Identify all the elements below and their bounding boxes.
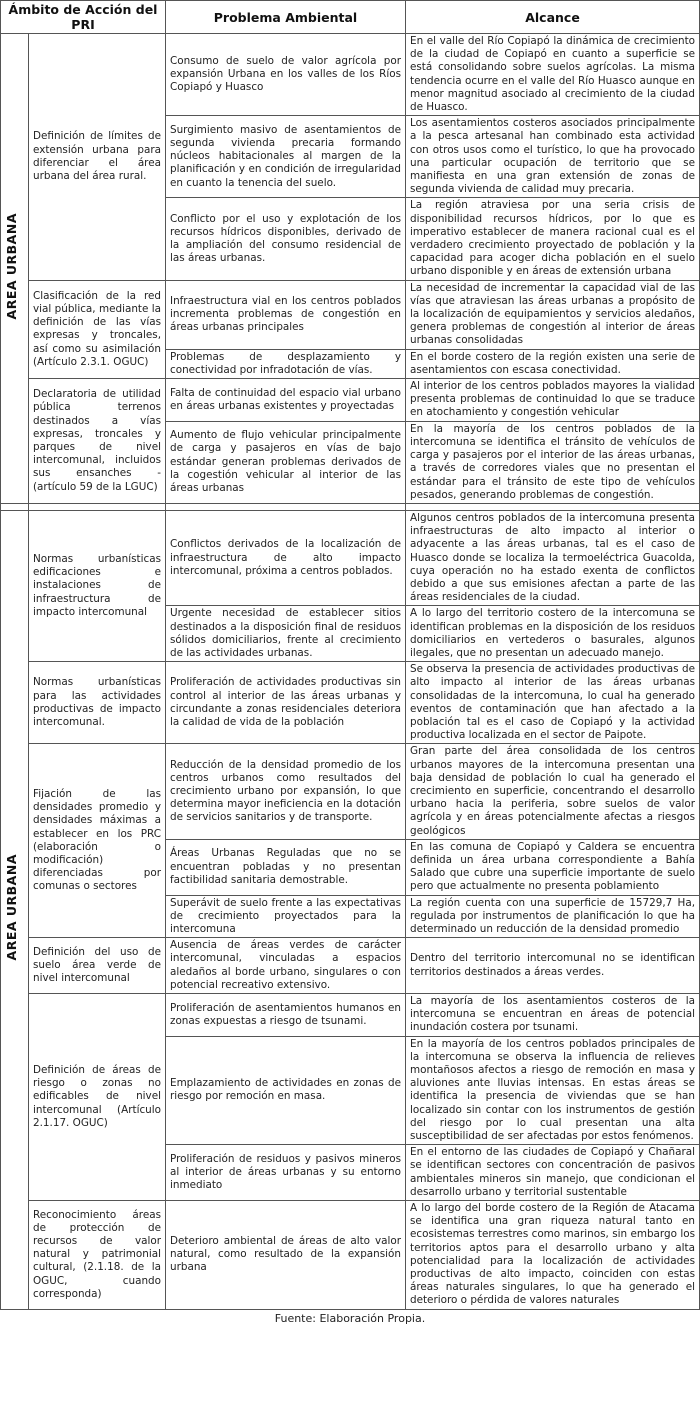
problema-cell: Deterioro ambiental de áreas de alto valor natural, como resultado de la expansión urbana xyxy=(166,1201,406,1310)
problema-cell: Falta de continuidad del espacio vial urbano en áreas urbanas existentes y proyectadas xyxy=(166,379,406,422)
table-row xyxy=(1,280,700,349)
alcance-cell: La región atraviesa por una seria crisis de disponibilidad recursos hídricos, por lo que es imperativo establecer de manera racional cual es el verdadero crecimiento proyectado de población y la capacidad para acoger dicha población en el suelo urbano disponible y en áreas de extensión urbana xyxy=(406,198,700,280)
problema-cell: Proliferación de asentamientos humanos en zonas expuestas a riesgo de tsunami. xyxy=(166,994,406,1037)
alcance-cell: Al interior de los centros poblados mayores la vialidad presenta problemas de continuidad lo que se traduce en atochamiento y congestión vehicular xyxy=(406,379,700,422)
table-body xyxy=(1,34,700,1310)
table-row xyxy=(1,510,700,605)
table-header-row xyxy=(1,1,700,34)
alcance-cell: Gran parte del área consolidada de los centros urbanos mayores de la intercomuna presentan una baja densidad de población lo cual ha generado el crecimiento en superficie, concentrando el desarrollo urbano hacia la periferia, sobre suelos de valor agrícola y en áreas potencialmente afectas a riesgos geológicos xyxy=(406,744,700,839)
problema-cell: Surgimiento masivo de asentamientos de segunda vivienda precaria formando núcleos habitacionales al margen de la planificación y en condición de irregularidad en cuanto la tenencia del suelo. xyxy=(166,116,406,198)
ambito-cell: Reconocimiento áreas de protección de recursos de valor natural y patrimonial cultural, (2.1.18. de la OGUC, cuando corresponda) xyxy=(29,1201,166,1310)
alcance-cell: A lo largo del borde costero de la Región de Atacama se identifica una gran riqueza natural tanto en ecosistemas terrestres como marinos, sin embargo los territorios aptos para el desarrollo urbano y alta potencialidad para la localización de actividades productivas de alto impacto, coinciden con estas áreas naturales singulares, lo que ha generado el deterioro o pérdida de valores naturales xyxy=(406,1201,700,1310)
divider-cell xyxy=(166,503,406,510)
section-label: AREA URBANA xyxy=(4,213,19,320)
section-label-cell xyxy=(1,510,29,1309)
table-row xyxy=(1,994,700,1037)
alcance-cell: La necesidad de incrementar la capacidad vial de las vías que atraviesan las áreas urbanas a propósito de la localización de equipamientos y servicios aledaños, genera problemas de congestión al interior de áreas urbanas consolidadas xyxy=(406,280,700,349)
problema-cell: Ausencia de áreas verdes de carácter intercomunal, vinculadas a espacios aledaños al borde urbano, singulares o con potencial recreativo extensivo. xyxy=(166,938,406,994)
problema-cell: Reducción de la densidad promedio de los centros urbanos como resultados del crecimiento urbano por expansión, lo que determina mayor ineficiencia en la dotación de servicios sanitarios y de transporte. xyxy=(166,744,406,839)
header-ambito: Ámbito de Acción del PRI xyxy=(1,1,166,34)
problema-cell: Conflicto por el uso y explotación de los recursos hídricos disponibles, derivado de la ampliación del consumo residencial de las áreas urbanas. xyxy=(166,198,406,280)
ambito-cell: Fijación de las densidades promedio y densidades máximas a establecer en los PRC (elaboración o modificación) diferenciadas por comunas o sectores xyxy=(29,744,166,938)
problema-cell: Urgente necesidad de establecer sitios destinados a la disposición final de residuos sólidos domiciliarios, frente al crecimiento de las actividades urbanas. xyxy=(166,606,406,662)
divider-cell xyxy=(29,503,166,510)
alcance-cell: En el entorno de las ciudades de Copiapó y Chañaral se identifican sectores con concentración de pasivos ambientales mineros sin manejo, que condicionan el desarrollo urbano y territorial sustentable xyxy=(406,1145,700,1201)
ambito-cell: Declaratoria de utilidad pública terrenos destinados a vías expresas, troncales y parques de nivel intercomunal, incluidos sus ensanches - (artículo 59 de la LGUC) xyxy=(29,379,166,504)
problema-cell: Conflictos derivados de la localización de infraestructura de alto impacto intercomunal, próxima a centros poblados. xyxy=(166,510,406,605)
header-alcance: Alcance xyxy=(406,1,700,34)
divider-cell xyxy=(1,503,29,510)
ambito-cell: Normas urbanísticas edificaciones e instalaciones de infraestructura de impacto intercomunal xyxy=(29,510,166,661)
problema-cell: Consumo de suelo de valor agrícola por expansión Urbana en los valles de los Ríos Copiapó y Huasco xyxy=(166,34,406,116)
divider-cell xyxy=(406,503,700,510)
ambito-cell: Definición de áreas de riesgo o zonas no edificables de nivel intercomunal (Artículo 2.1.17. OGUC) xyxy=(29,994,166,1201)
problema-cell: Áreas Urbanas Reguladas que no se encuentran pobladas y no presentan factibilidad sanitaria demostrable. xyxy=(166,839,406,895)
section-label: AREA URBANA xyxy=(4,854,19,961)
alcance-cell: Los asentamientos costeros asociados principalmente a la pesca artesanal han combinado esta actividad con otros usos como el turístico, lo que ha provocado una particular ocupación de territorio que se manifiesta en una gran extensión de zonas de segunda vivienda de calidad muy precaria. xyxy=(406,116,700,198)
table-row xyxy=(1,1201,700,1310)
problema-cell: Emplazamiento de actividades en zonas de riesgo por remoción en masa. xyxy=(166,1036,406,1145)
alcance-cell: A lo largo del territorio costero de la intercomuna se identifican problemas en la disposición de los residuos domiciliarios en vertederos o basurales, algunos ilegales, que no presentan un adecuado manejo. xyxy=(406,606,700,662)
ambito-cell: Clasificación de la red vial pública, mediante la definición de las vías expresas y troncales, así como su asimilación (Artículo 2.3.1. OGUC) xyxy=(29,280,166,378)
problema-cell: Proliferación de residuos y pasivos mineros al interior de áreas urbanas y su entorno inmediato xyxy=(166,1145,406,1201)
table-caption: Fuente: Elaboración Propia. xyxy=(274,1311,426,1325)
alcance-cell: La región cuenta con una superficie de 15729,7 Ha, regulada por instrumentos de planificación lo que ha determinado un reducción de la densidad promedio xyxy=(406,895,700,938)
table-row xyxy=(1,379,700,422)
alcance-cell: Dentro del territorio intercomunal no se identifican territorios destinados a áreas verdes. xyxy=(406,938,700,994)
problema-cell: Problemas de desplazamiento y conectividad por infradotación de vías. xyxy=(166,349,406,378)
section-label-cell xyxy=(1,34,29,504)
table-row xyxy=(1,938,700,994)
ambito-cell: Normas urbanísticas para las actividades productivas de impacto intercomunal. xyxy=(29,662,166,744)
table-row xyxy=(1,662,700,744)
section-divider xyxy=(1,503,700,510)
problema-cell: Superávit de suelo frente a las expectativas de crecimiento proyectados para la intercomuna xyxy=(166,895,406,938)
table-row xyxy=(1,34,700,116)
alcance-cell: Algunos centros poblados de la intercomuna presenta infraestructuras de alto impacto al interior o adyacente a las áreas urbanas, tal es el caso de Huasco donde se localiza la termoeléctrica Guacolda, cuya operación no ha estado exenta de conflictos debido a que sus emisiones afectan a parte de las áreas residenciales de la ciudad. xyxy=(406,510,700,605)
alcance-cell: Se observa la presencia de actividades productivas de alto impacto al interior de las áreas urbanas consolidadas de la intercomuna, lo cual ha generado eventos de contaminación que han afectado a la población tal es el caso de Copiapó y la actividad productiva localizada en el sector de Paipote. xyxy=(406,662,700,744)
problema-cell: Aumento de flujo vehicular principalmente de carga y pasajeros en vías de bajo estándar generan problemas derivados de la cogestión vehicular al interior de las áreas urbanas xyxy=(166,421,406,503)
alcance-cell: En la mayoría de los centros poblados principales de la intercomuna se observa la influencia de relieves montañosos afectos a riesgo de remoción en masa y aluviones ante lluvias intensas. En estas áreas se identifica la presencia de viviendas que se han localizado sin contar con los instrumentos de gestión del riesgo por lo cual presentan una alta susceptibilidad de ser afectadas por estos fenómenos. xyxy=(406,1036,700,1145)
alcance-cell: En el borde costero de la región existen una serie de asentamientos con escasa conectividad. xyxy=(406,349,700,378)
alcance-cell: En las comuna de Copiapó y Caldera se encuentra definida un área urbana correspondiente a Bahía Salado que cubre una superficie importante de suelo pero que actualmente no presenta poblamiento xyxy=(406,839,700,895)
alcance-cell: En el valle del Río Copiapó la dinámica de crecimiento de la ciudad de Copiapó en cuanto a superficie se está consolidando sobre suelos agrícolas. La misma tendencia ocurre en el valle del Río Huasco aunque en menor magnitud asociado al crecimiento de la ciudad de Huasco. xyxy=(406,34,700,116)
problema-cell: Infraestructura vial en los centros poblados incrementa problemas de congestión en áreas urbanas principales xyxy=(166,280,406,349)
alcance-cell: La mayoría de los asentamientos costeros de la intercomuna se encuentran en áreas de potencial inundación costera por tsunami. xyxy=(406,994,700,1037)
alcance-cell: En la mayoría de los centros poblados de la intercomuna se identifica el tránsito de vehículos de carga y pasajeros por el interior de las áreas urbanas, a través de corredores viales que no presentan el estándar para el tránsito de este tipo de vehículos pesados, generando problemas de congestión. xyxy=(406,421,700,503)
table-row xyxy=(1,744,700,839)
ambito-cell: Definición del uso de suelo área verde de nivel intercomunal xyxy=(29,938,166,994)
header-problema: Problema Ambiental xyxy=(166,1,406,34)
problema-cell: Proliferación de actividades productivas sin control al interior de las áreas urbanas y circundante a zonas residenciales deteriora la calidad de vida de la población xyxy=(166,662,406,744)
ambito-cell: Definición de límites de extensión urbana para diferenciar el área urbana del área rural. xyxy=(29,34,166,281)
